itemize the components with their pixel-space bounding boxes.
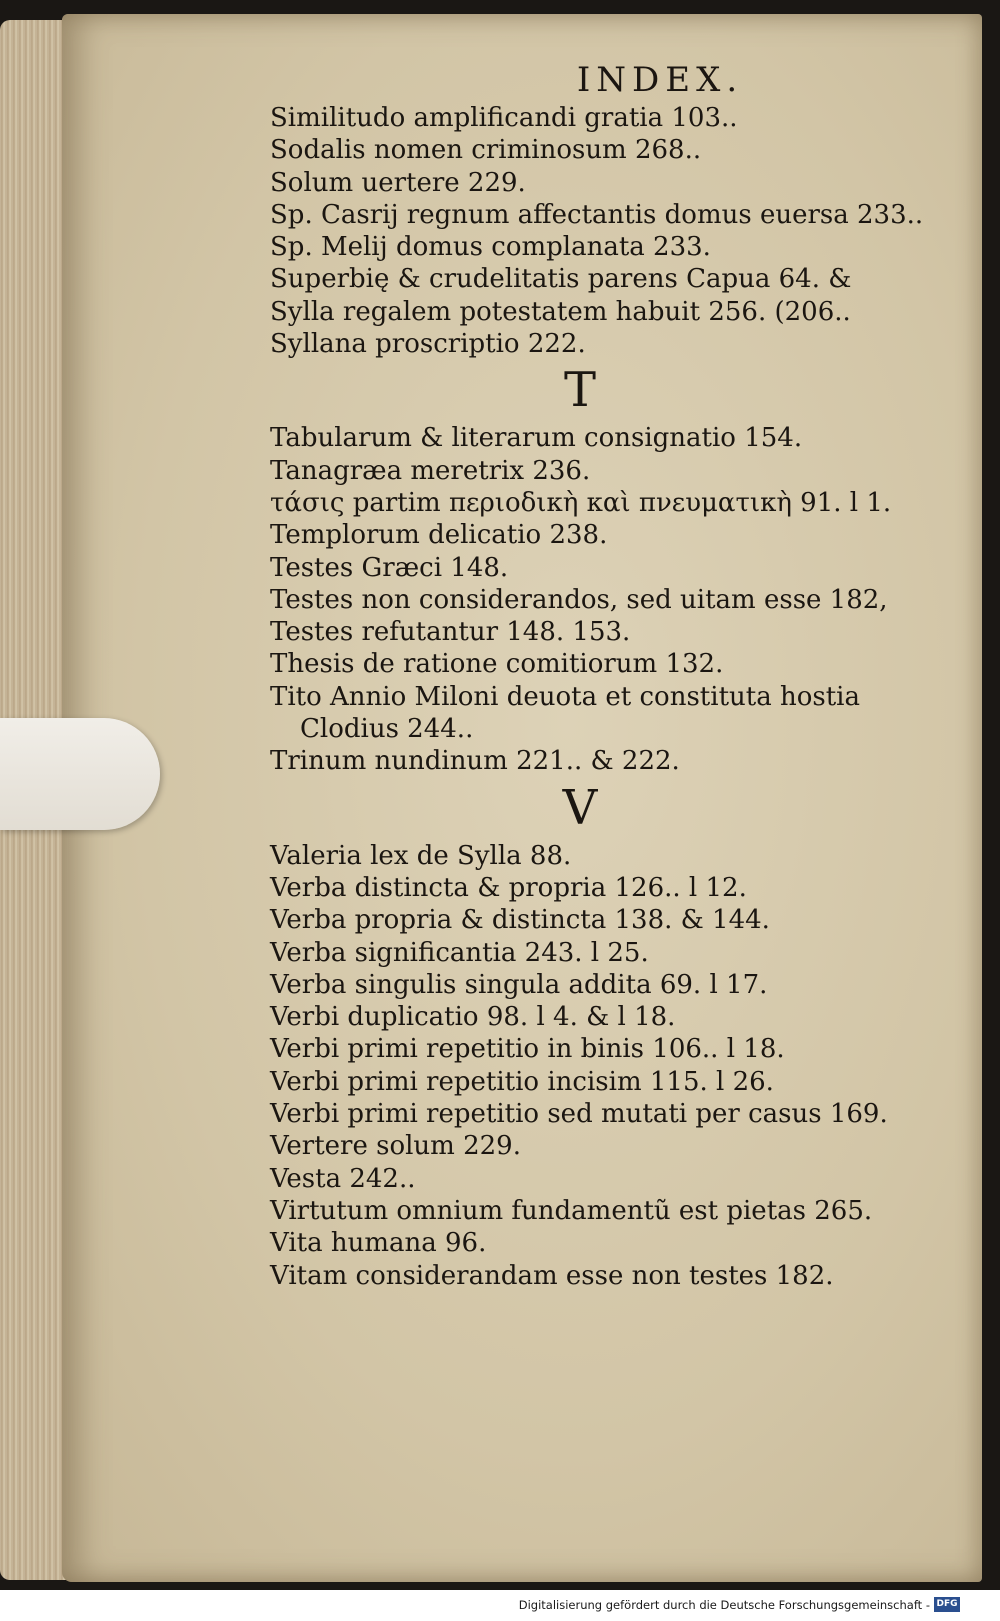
dfg-logo: DFG (934, 1597, 960, 1612)
section-v (270, 840, 930, 1292)
footer-bar (0, 1590, 1000, 1621)
index-entry: Vita humana 96. (270, 1228, 487, 1259)
index-entry: Verba singulis singula addita 69. l 17. (270, 969, 768, 1000)
index-entry: Testes non considerandos, sed uitam esse 182, (270, 584, 888, 615)
index-entry: Sp. Melij domus complanata 233. (270, 232, 711, 263)
page-holder-tab (0, 718, 160, 830)
index-entry: τάσις partim περιοδικὴ καὶ πνευματικὴ 91. l 1. (270, 487, 892, 518)
index-entry: Tito Annio Miloni deuota et constituta hostia (270, 681, 860, 712)
index-entry: Vertere solum 229. (270, 1131, 521, 1162)
section-s (270, 102, 930, 360)
index-entry: Testes Græci 148. (270, 552, 509, 583)
index-entry: Trinum nundinum 221.. & 222. (270, 746, 680, 777)
section-t (270, 422, 930, 777)
index-entry: Tanagræa meretrix 236. (270, 455, 591, 486)
index-entry: Vesta 242.. (270, 1163, 416, 1194)
index-entry: Verbi primi repetitio in binis 106.. l 18. (270, 1034, 785, 1065)
index-entry: Syllana proscriptio 222. (270, 329, 586, 360)
funding-credit: Digitalisierung gefördert durch die Deutsche Forschungsgemeinschaft - (518, 1598, 930, 1612)
index-entry: Tabularum & literarum consignatio 154. (270, 423, 803, 454)
index-entry: Verbi duplicatio 98. l 4. & l 18. (270, 1002, 676, 1033)
index-entry: Sylla regalem potestatem habuit 256. (206.. (270, 296, 851, 327)
index-entry: Verba propria & distincta 138. & 144. (270, 905, 770, 936)
index-entry: Valeria lex de Sylla 88. (270, 840, 572, 871)
index-entry: Solum uertere 229. (270, 167, 526, 198)
index-entry: Vitam considerandam esse non testes 182. (270, 1260, 834, 1291)
index-entry: Testes refutantur 148. 153. (270, 617, 631, 648)
index-entry: Superbię & crudelitatis parens Capua 64. & (270, 264, 852, 295)
index-content (270, 60, 930, 1292)
running-head: INDEX. (576, 60, 744, 100)
index-entry: Verbi primi repetitio incisim 115. l 26. (270, 1066, 774, 1097)
index-entry: Verbi primi repetitio sed mutati per casus 169. (270, 1099, 888, 1130)
section-letter-t: T (563, 362, 596, 419)
index-entry: Templorum delicatio 238. (270, 520, 608, 551)
index-entry: Verba distincta & propria 126.. l 12. (270, 872, 747, 903)
index-entry: Sodalis nomen criminosum 268.. (270, 135, 702, 166)
index-entry: Sp. Casrij regnum affectantis domus euersa 233.. (270, 199, 924, 230)
index-entry-continuation: Clodius 244.. (300, 714, 474, 745)
index-entry: Thesis de ratione comitiorum 132. (270, 649, 724, 680)
section-letter-v: V (562, 779, 598, 836)
index-entry: Similitudo amplificandi gratia 103.. (270, 103, 738, 133)
index-entry: Verba significantia 243. l 25. (270, 937, 649, 968)
index-entry: Virtutum omnium fundamentũ est pietas 265. (270, 1195, 873, 1226)
